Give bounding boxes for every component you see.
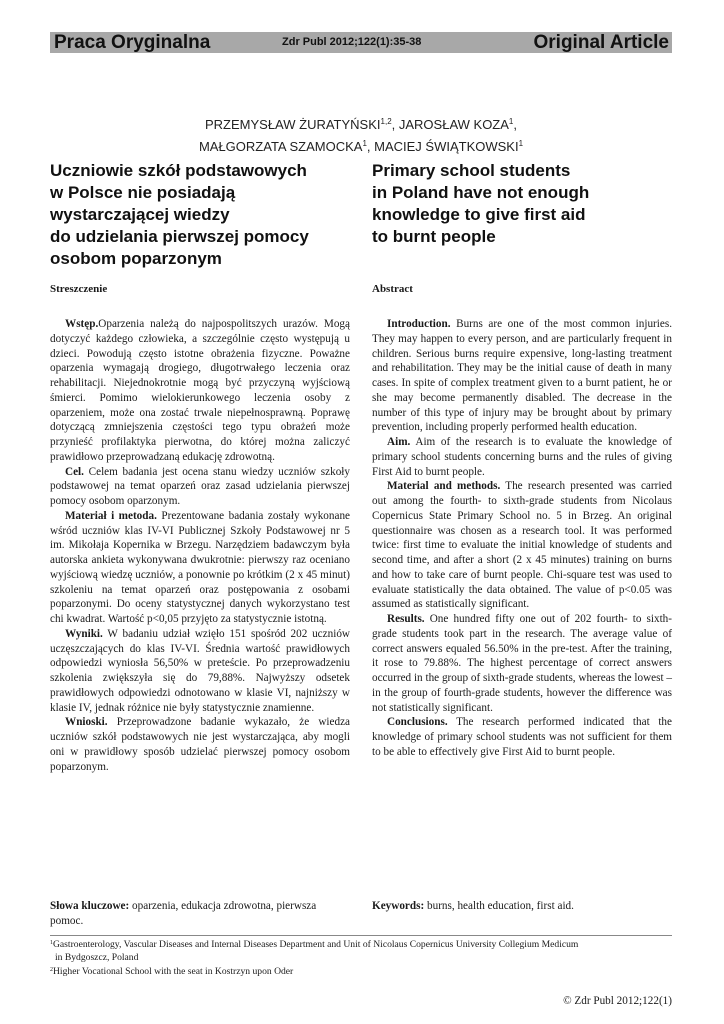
keywords-label: Keywords:: [372, 900, 425, 912]
paragraph-text: One hundred fifty one out of 202 fourth- to sixth-grade students took part in the research. The average value of correct answers equaled 56.50% in the pre-test. After the training, it rose to 79.88%. The highest percentage of correct answers occurred in the group of sixth-grade students, whereas the lowest – in the group of fourth-grade students, however the difference was not statistically significant.: [372, 613, 672, 714]
abstract-paragraph-wyniki: [50, 627, 350, 716]
author-separator: ,: [366, 139, 375, 154]
keywords-english: [372, 899, 672, 914]
footnote-2: [50, 964, 672, 979]
abstract-paragraph-introduction: [372, 317, 672, 435]
paragraph-label: Results.: [387, 613, 425, 625]
paragraph-text: Oparzenia należą do najpospolitszych urazów. Mogą dotyczyć każdego człowieka, a szczególnie często występują u dzieci. Powodują często istotne obrażenia fizyczne. Poważne oparzenia wymagają drogiego, długotrwałego leczenia oraz rehabilitacji. Niejednokrotnie mogą być przyczyną wyjściową śmierci. Pomimo wielokierunkowego leczenia osoby z oparzeniem, może ona zostać trwale niepełnosprawną. Poprawę dotyczącą zmniejszenia częstości tego typu obrażeń może przynieść profilaktyka pierwotna, do której można zaliczyć prawidłowo przeprowadzaną edukację zdrowotną.: [50, 318, 350, 463]
title-line: wystarczającej wiedzy: [50, 205, 230, 224]
paragraph-text: The research presented was carried out among the fourth- to sixth-grade students from Nicolaus Copernicus State Primary School no. 5 in Brzeg. An original questionnaire was chosen as a research tool. It was performed twice: first time to evaluate the initial knowledge of students and second time, and after a short (2 x 45 minutes) training on burns and how to take care of burnt people. Chi-square test was used to evaluate statistically the data obtained. The value of p<0.05 was assumed as statistically significant.: [372, 480, 672, 611]
title-english: [372, 160, 672, 248]
paragraph-label: Materiał i metoda.: [65, 509, 157, 522]
keywords-text: oparzenia, edukacja zdrowotna, pierwsza pomoc.: [50, 900, 317, 927]
author-affiliation: 1: [362, 139, 367, 148]
keywords-text: burns, health education, first aid.: [424, 900, 574, 912]
authors-line-1: [50, 112, 672, 134]
footnote-1: [50, 937, 672, 952]
header-citation: Zdr Publ 2012;122(1):35-38: [282, 36, 422, 48]
header-section-type-pl: Praca Oryginalna: [54, 32, 211, 53]
copyright-line: © Zdr Publ 2012;122(1): [563, 995, 672, 1007]
paragraph-text: Burns are one of the most common injuries. They may happen to every person, and are particularly frequent in children. Serious burns require expensive, long-lasting treatment and rehabilitation. They may be the initial cause of death in many cases. In spite of complex treatment given to a burnt patient, he or she may become permanently disabled. The decrease in the number of this type of injury may be brought about by primary prevention, including properly performed health education.: [372, 318, 672, 434]
author-affiliation: 1: [518, 139, 524, 148]
footnote-1-continued: [50, 952, 672, 965]
abstract-english: [372, 317, 672, 760]
paragraph-text: The research performed indicated that the knowledge of primary school students was not sufficient for them to be able to effectively give First Aid to burnt people.: [372, 716, 672, 758]
author-name: MACIEJ ŚWIĄTKOWSKI: [374, 139, 519, 154]
section-heading-abstract: Abstract: [372, 283, 413, 295]
abstract-paragraph-cel: [50, 465, 350, 509]
paragraph-text: Celem badania jest ocena stanu wiedzy uczniów szkoły podstawowej na temat oparzeń oraz zasad udzielania pierwszej pomocy osobom oparzonym.: [50, 465, 351, 507]
title-line: Primary school students: [372, 161, 571, 180]
paragraph-label: Aim.: [387, 436, 411, 448]
keywords-polish: [50, 899, 350, 929]
paragraph-label: Wyniki.: [65, 627, 103, 640]
section-heading-streszczenie: Streszczenie: [50, 283, 108, 295]
affiliation-footnotes: [50, 937, 672, 979]
author-affiliation: 1: [508, 117, 514, 126]
journal-header-bar: [50, 32, 672, 53]
title-line: to burnt people: [372, 227, 496, 246]
paragraph-label: Conclusions.: [387, 716, 448, 729]
paragraph-text: Prezentowane badania zostały wykonane wśród uczniów klas IV-VI Publicznej Szkoły Podstawowej nr 5 im. Mikołaja Kopernika w Brzegu. Narzędziem badawczym była autorska ankieta wykonywana dwukrotnie: pierwszy raz oceniano wyjściową wiedzę uczniów, a ponownie po krótkim (2 x 45 minut) szkoleniu na temat oparzeń oraz postępowania z osobami poparzonymi. Do oceny statystycznej danych wykorzystano test chi kwadrat. Wartość p<0,05 przyjęto za statystycznie istotną.: [50, 509, 351, 625]
authors-line-2: [50, 134, 672, 156]
author-affiliation: 1,2: [380, 117, 392, 126]
title-line: osobom poparzonym: [50, 249, 222, 268]
paragraph-text: W badaniu udział wzięło 151 spośród 202 uczniów uczęszczających do klas IV-VI. Średnia wartość prawidłowych odpowiedzi wyniosła 56,50% w preteście. Po przeprowadzeniu szkolenia zwiększyła się do 79,88%. Najwyższy odsetek prawidłowych odpowiedzi odnotowano w klasie VI, najniższy w klasie IV, jednak różnice nie były statystycznie znamienne.: [50, 627, 350, 714]
title-line: w Polsce nie posiadają: [50, 183, 236, 202]
footnote-number: 2: [50, 967, 53, 973]
author-name: MAŁGORZATA SZAMOCKA: [198, 139, 363, 154]
paragraph-label: Material and methods.: [387, 480, 501, 493]
header-section-type-en: Original Article: [533, 32, 669, 53]
footnote-divider: [50, 935, 672, 936]
author-name: JAROSŁAW KOZA: [398, 117, 509, 132]
paragraph-label: Wnioski.: [65, 716, 108, 729]
abstract-paragraph-aim: [372, 435, 672, 479]
abstract-polish: [50, 317, 350, 774]
title-line: knowledge to give first aid: [372, 205, 586, 224]
paragraph-text: Przeprowadzone badanie wykazało, że wiedza uczniów szkół podstawowych nie jest wystarczająca, aby mogli oni w prawidłowy sposób udzielać pierwszej pomocy osobom poparzonym.: [50, 716, 351, 773]
footnote-number: 1: [50, 940, 53, 946]
paragraph-label: Cel.: [65, 465, 84, 478]
author-name: PRZEMYSŁAW ŻURATYŃSKI: [204, 117, 381, 132]
abstract-paragraph-results: [372, 612, 672, 715]
author-separator: ,: [391, 117, 399, 132]
abstract-paragraph-material: [50, 509, 350, 627]
paragraph-label: Introduction.: [387, 318, 451, 330]
paragraph-text: Aim of the research is to evaluate the knowledge of primary school students concerning burns and the rules of giving First Aid to burnt people.: [372, 436, 672, 478]
title-line: Uczniowie szkół podstawowych: [50, 161, 307, 180]
abstract-paragraph-wnioski: [50, 715, 350, 774]
author-separator: ,: [513, 117, 517, 132]
abstract-paragraph-wstep: [50, 317, 350, 465]
abstract-paragraph-methods: [372, 479, 672, 612]
title-line: in Poland have not enough: [372, 183, 590, 202]
paragraph-label: Wstęp.: [65, 318, 99, 330]
keywords-label: Słowa kluczowe:: [50, 900, 130, 912]
authors-block: [50, 112, 672, 156]
title-line: do udzielania pierwszej pomocy: [50, 227, 309, 246]
title-polish: [50, 160, 350, 270]
footnote-text: Higher Vocational School with the seat in Kostrzyn upon Oder: [53, 966, 294, 977]
footnote-text: in Bydgoszcz, Poland: [55, 951, 139, 963]
footnote-text: Gastroenterology, Vascular Diseases and Internal Diseases Department and Unit of Nicolaus Copernicus University Collegium Medicum: [53, 939, 579, 950]
abstract-paragraph-conclusions: [372, 715, 672, 759]
